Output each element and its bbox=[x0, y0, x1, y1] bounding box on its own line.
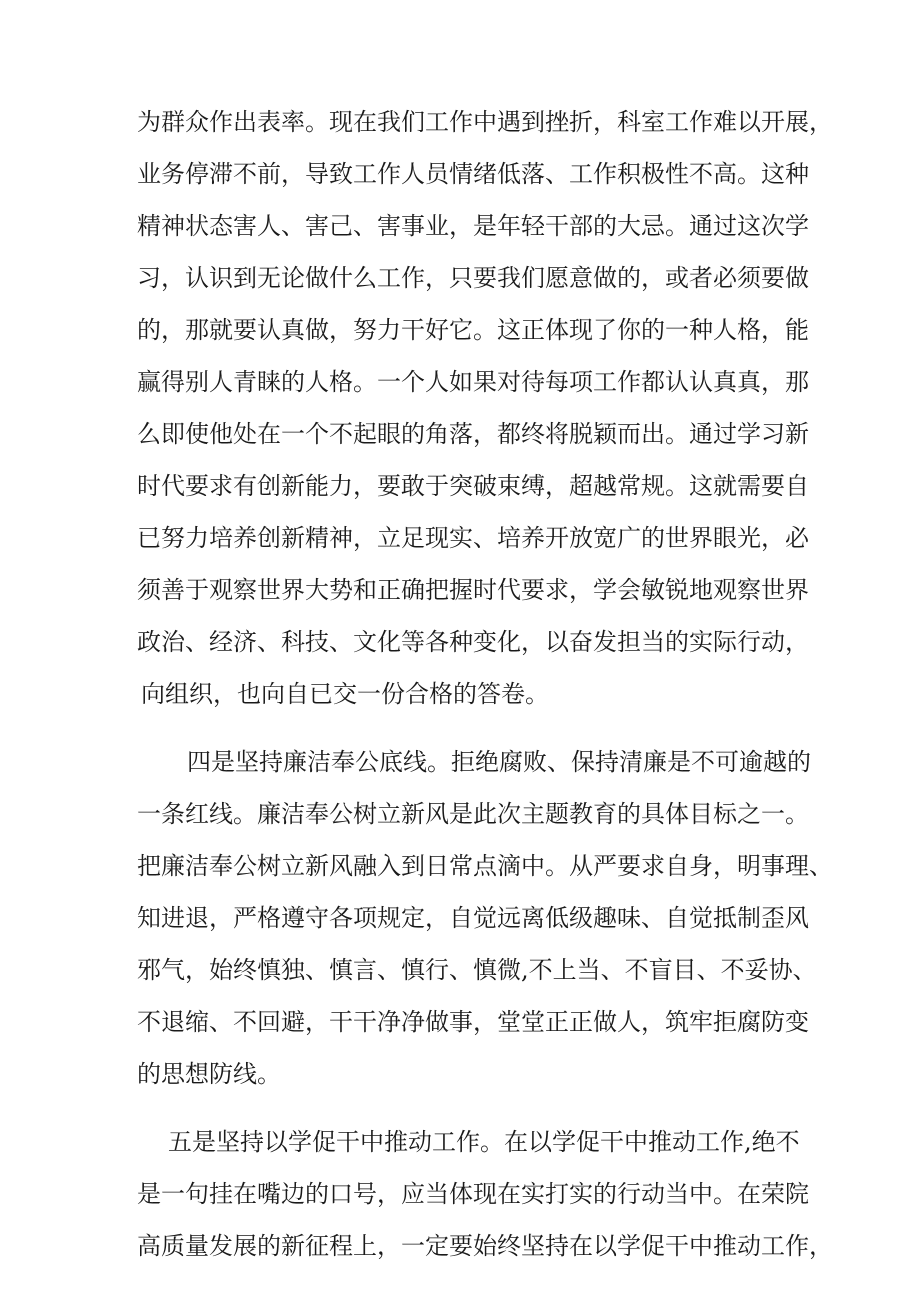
text-line: 不退缩、不回避，干干净净做事，堂堂正正做人，筑牢拒腐防变 bbox=[137, 1008, 809, 1036]
text-line: 业务停滞不前，导致工作人员情绪低落、工作积极性不高。这种 bbox=[137, 160, 809, 188]
text-line: 政治、经济、科技、文化等各种变化，以奋发担当的实际行动， bbox=[137, 628, 809, 656]
text-line: 精神状态害人、害己、害事业，是年轻干部的大忌。通过这次学 bbox=[137, 212, 809, 240]
text-line: 时代要求有创新能力，要敢于突破束缚，超越常规。这就需要自 bbox=[137, 472, 809, 500]
text-line: 赢得别人青睐的人格。一个人如果对待每项工作都认认真真，那 bbox=[137, 368, 809, 396]
paragraph-start-line: 四是坚持廉洁奉公底线。拒绝腐败、保持清廉是不可逾越的 bbox=[187, 748, 811, 776]
text-line: 么即使他处在一个不起眼的角落，都终将脱颖而出。通过学习新 bbox=[137, 420, 809, 448]
text-line: 高质量发展的新征程上，一定要始终坚持在以学促干中推动工作， bbox=[137, 1232, 833, 1260]
text-line: 须善于观察世界大势和正确把握时代要求，学会敏锐地观察世界 bbox=[137, 576, 809, 604]
text-line: 是一句挂在嘴边的口号，应当体现在实打实的行动当中。在荣院 bbox=[137, 1180, 809, 1208]
text-line: 邪气，始终慎独、慎言、慎行、慎微,不上当、不盲目、不妥协、 bbox=[137, 956, 817, 984]
text-line: 为群众作出表率。现在我们工作中遇到挫折，科室工作难以开展， bbox=[137, 108, 833, 136]
paragraph-start-line: 五是坚持以学促干中推动工作。在以学促干中推动工作,绝不 bbox=[168, 1128, 800, 1156]
text-line: 知进退，严格遵守各项规定，自觉远离低级趣味、自觉抵制歪风 bbox=[137, 904, 809, 932]
text-line: 的，那就要认真做，努力干好它。这正体现了你的一种人格，能 bbox=[137, 316, 809, 344]
text-line: 习，认识到无论做什么工作，只要我们愿意做的，或者必须要做 bbox=[137, 264, 809, 292]
text-line: 一条红线。廉洁奉公树立新风是此次主题教育的具体目标之一。 bbox=[137, 800, 809, 828]
text-line: 把廉洁奉公树立新风融入到日常点滴中。从严要求自身，明事理、 bbox=[137, 852, 833, 880]
text-line: 的思想防线。 bbox=[137, 1060, 281, 1088]
text-line: 已努力培养创新精神，立足现实、培养开放宽广的世界眼光，必 bbox=[137, 524, 809, 552]
text-line: 向组织，也向自已交一份合格的答卷。 bbox=[141, 680, 549, 708]
